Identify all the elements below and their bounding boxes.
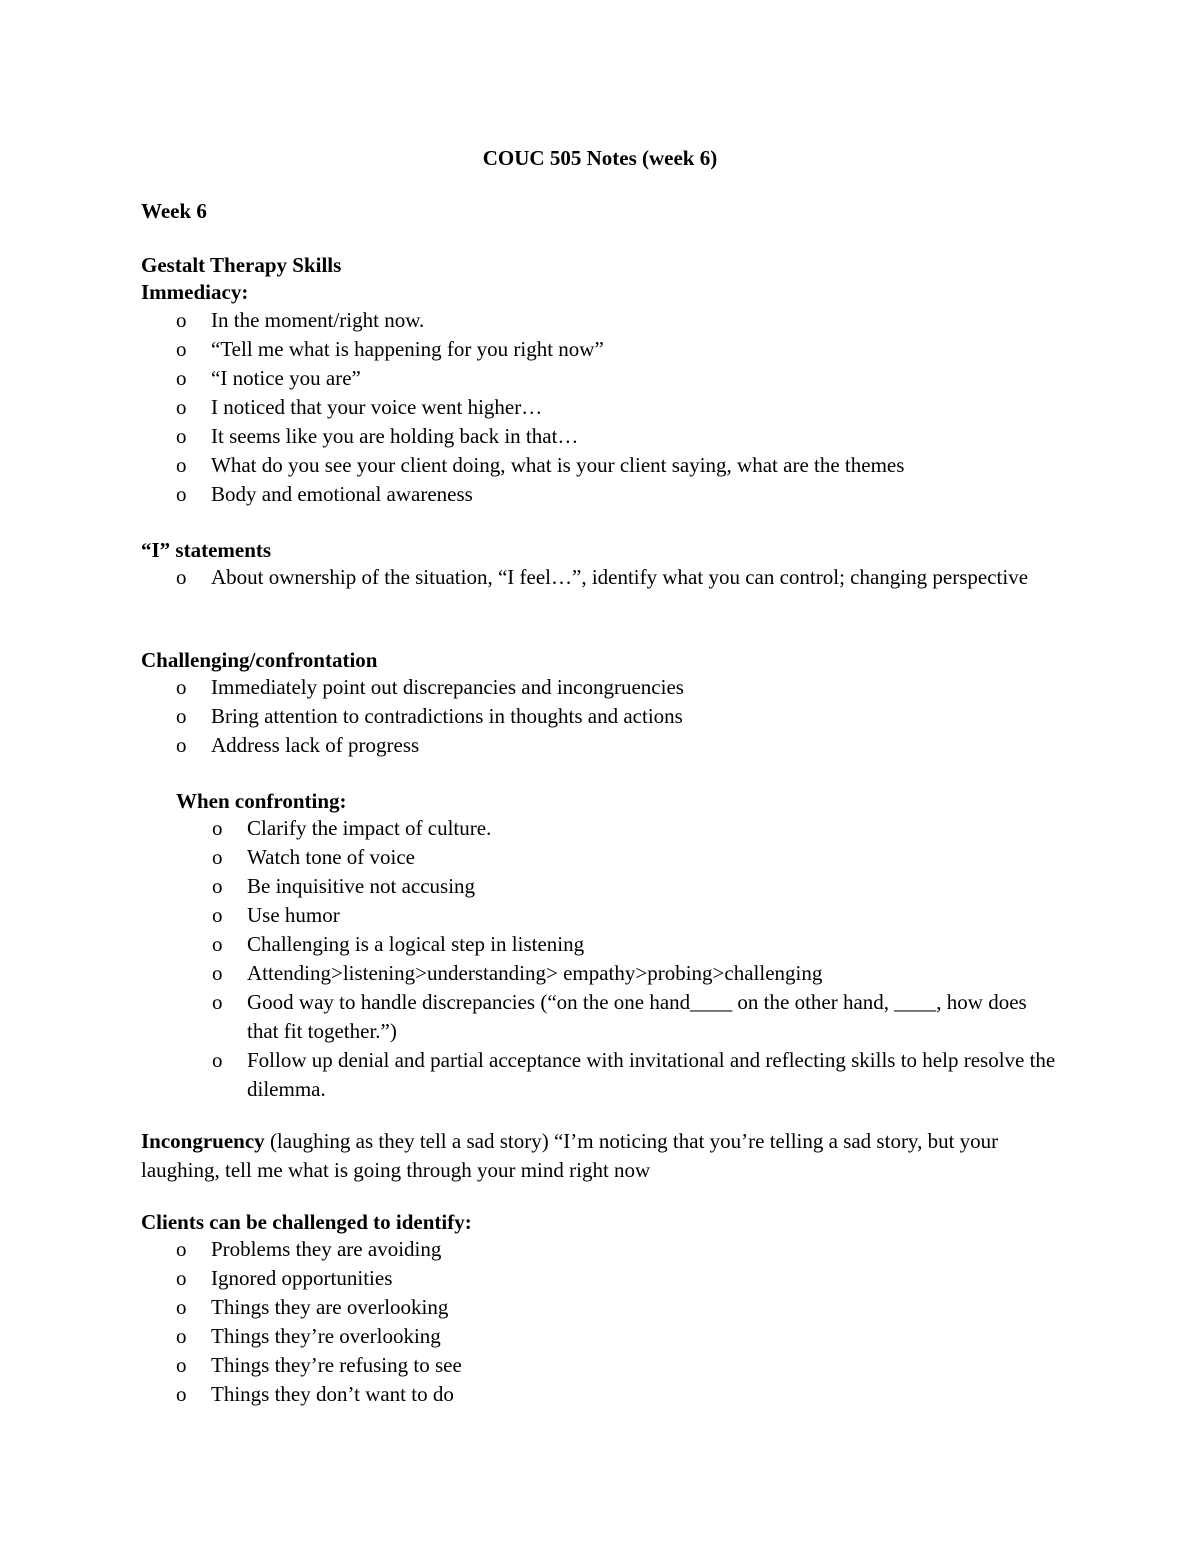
bullet-icon: o <box>176 1295 187 1319</box>
bullet-icon: o <box>212 932 223 956</box>
i-statements-heading: “I” statements <box>141 538 272 562</box>
list-item: o “Tell me what is happening for you right now” <box>176 335 1076 364</box>
challenging-list <box>176 673 1076 760</box>
list-item: o Watch tone of voice <box>212 843 1062 872</box>
immediacy-heading: Immediacy: <box>141 280 249 304</box>
bullet-icon: o <box>176 733 187 757</box>
list-item: o Body and emotional awareness <box>176 480 1076 509</box>
bullet-icon: o <box>176 337 187 361</box>
clients-list <box>176 1235 1076 1409</box>
bullet-icon: o <box>176 1266 187 1290</box>
bullet-icon: o <box>212 903 223 927</box>
week-heading: Week 6 <box>141 199 207 223</box>
list-item: o About ownership of the situation, “I feel…”, identify what you can control; changing perspective <box>176 563 1036 592</box>
section-heading-gestalt: Gestalt Therapy Skills <box>141 253 342 277</box>
list-item: o What do you see your client doing, what is your client saying, what are the themes <box>176 451 1076 480</box>
bullet-icon: o <box>176 1353 187 1377</box>
list-item: o It seems like you are holding back in that… <box>176 422 1076 451</box>
i-statements-list <box>176 563 1036 592</box>
bullet-icon: o <box>176 1382 187 1406</box>
bullet-icon: o <box>176 1324 187 1348</box>
list-item: o Things they’re refusing to see <box>176 1351 1076 1380</box>
list-item: o Challenging is a logical step in listening <box>212 930 1062 959</box>
bullet-icon: o <box>212 961 223 985</box>
list-item: o Ignored opportunities <box>176 1264 1076 1293</box>
list-item: o Good way to handle discrepancies (“on the one hand____ on the other hand, ____, how does that fit together.”) <box>212 990 1027 1043</box>
incongruency-term: Incongruency <box>141 1129 265 1153</box>
list-item: o Things they don’t want to do <box>176 1380 1076 1409</box>
list-item: o Address lack of progress <box>176 731 1076 760</box>
bullet-icon: o <box>212 1048 223 1072</box>
list-item: o I noticed that your voice went higher… <box>176 393 1076 422</box>
bullet-icon: o <box>176 395 187 419</box>
incongruency-text: (laughing as they tell a sad story) “I’m noticing that you’re telling a sad story, but your laughing, tell me what is going through your mind right now <box>141 1129 999 1182</box>
bullet-icon: o <box>176 308 187 332</box>
challenging-heading: Challenging/confrontation <box>141 648 378 672</box>
document-title: COUC 505 Notes (week 6) <box>482 146 718 170</box>
list-item: o Problems they are avoiding <box>176 1235 1076 1264</box>
list-item: o Follow up denial and partial acceptance with invitational and reflecting skills to help resolve the dilemma. <box>212 1048 1056 1101</box>
list-item: o In the moment/right now. <box>176 306 1076 335</box>
list-item: o Attending>listening>understanding> empathy>probing>challenging <box>212 959 1062 988</box>
bullet-icon: o <box>212 874 223 898</box>
list-item: o Use humor <box>212 901 1062 930</box>
bullet-icon: o <box>176 366 187 390</box>
list-item: o Immediately point out discrepancies and incongruencies <box>176 673 1076 702</box>
bullet-icon: o <box>176 565 187 589</box>
list-item: o Bring attention to contradictions in thoughts and actions <box>176 702 1076 731</box>
list-item: o Be inquisitive not accusing <box>212 872 1062 901</box>
clients-heading: Clients can be challenged to identify: <box>141 1210 472 1234</box>
bullet-icon: o <box>176 424 187 448</box>
bullet-icon: o <box>176 482 187 506</box>
bullet-icon: o <box>212 816 223 840</box>
bullet-icon: o <box>212 845 223 869</box>
immediacy-list <box>176 306 1076 509</box>
list-item: o Things they’re overlooking <box>176 1322 1076 1351</box>
list-item: o Things they are overlooking <box>176 1293 1076 1322</box>
bullet-icon: o <box>176 704 187 728</box>
incongruency-paragraph <box>141 1127 1066 1185</box>
list-item: o Clarify the impact of culture. <box>212 814 1062 843</box>
bullet-icon: o <box>212 990 223 1014</box>
bullet-icon: o <box>176 675 187 699</box>
when-confronting-list <box>212 814 1062 1104</box>
bullet-icon: o <box>176 1237 187 1261</box>
when-confronting-heading: When confronting: <box>176 789 347 813</box>
list-item: o “I notice you are” <box>176 364 1076 393</box>
bullet-icon: o <box>176 453 187 477</box>
